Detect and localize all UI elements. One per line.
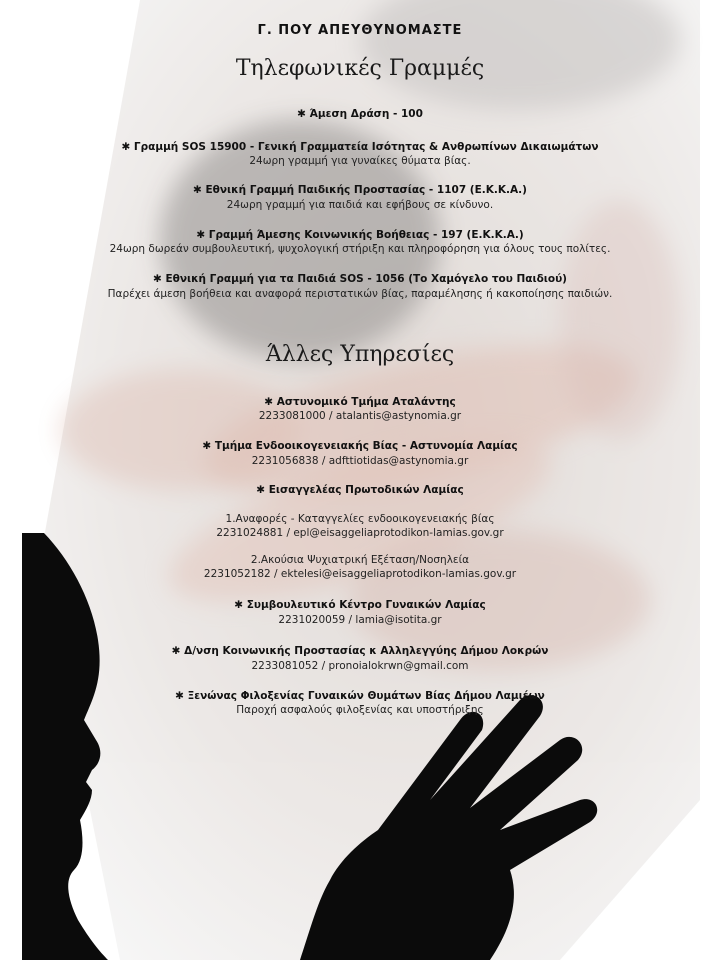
phone-line-title: ✱ Άμεση Δράση - 100: [297, 108, 423, 120]
phone-line-description: Παρέχει άμεση βοήθεια και αναφορά περιστατικών βίας, παραμέλησης ή κακοποίησης παιδιών.: [107, 288, 613, 300]
service-title: ✱ Εισαγγελέας Πρωτοδικών Λαμίας: [256, 484, 464, 496]
phone-line-title: ✱ Εθνική Γραμμή Παιδικής Προστασίας - 1107 (Ε.Κ.Κ.Α.): [193, 184, 527, 196]
service-description: Παροχή ασφαλούς φιλοξενίας και υποστήριξης: [236, 704, 484, 716]
service-title: ✱ Ξενώνας Φιλοξενίας Γυναικών Θυμάτων Βίας Δήμου Λαμιέων: [175, 690, 545, 702]
service-subitem-label: 1.Αναφορές - Καταγγελίες ενδοοικογενειακής βίας: [225, 513, 495, 525]
phone-line-title: ✱ Γραμμή Άμεσης Κοινωνικής Βοήθειας - 197 (Ε.Κ.Κ.Α.): [196, 229, 524, 241]
phone-line-description: 24ωρη γραμμή για παιδιά και εφήβους σε κίνδυνο.: [226, 199, 494, 211]
phone-line-description: 24ωρη δωρεάν συμβουλευτική, ψυχολογική στήριξη και πληροφόρηση για όλους τους πολίτες.: [109, 243, 611, 255]
service-contact: 2231052182 / ektelesi@eisaggeliaprotodikon-lamias.gov.gr: [203, 568, 517, 580]
service-title: ✱ Δ/νση Κοινωνικής Προστασίας κ Αλληλεγγύης Δήμου Λοκρών: [171, 645, 549, 657]
service-contact: 2233081000 / atalantis@astynomia.gr: [258, 410, 462, 422]
phone-line-title: ✱ Εθνική Γραμμή για τα Παιδιά SOS - 1056 (Το Χαμόγελο του Παιδιού): [153, 273, 567, 285]
service-contact: 2231056838 / adfttiotidas@astynomia.gr: [251, 455, 469, 467]
other-services-title: Άλλες Υπηρεσίες: [265, 342, 455, 367]
page-header: Γ. ΠΟΥ ΑΠΕΥΘΥΝΟΜΑΣΤΕ: [257, 23, 463, 38]
phone-line-description: 24ωρη γραμμή για γυναίκες θύματα βίας.: [249, 155, 471, 167]
service-title: ✱ Τμήμα Ενδοοικογενειακής Βίας - Αστυνομία Λαμίας: [202, 440, 518, 452]
service-contact: 2233081052 / pronoialokrwn@gmail.com: [251, 660, 469, 672]
service-contact: 2231024881 / epl@eisaggeliaprotodikon-lamias.gov.gr: [216, 527, 504, 539]
service-title: ✱ Αστυνομικό Τμήμα Αταλάντης: [264, 396, 456, 408]
phone-lines-title: Τηλεφωνικές Γραμμές: [235, 56, 485, 81]
service-title: ✱ Συμβουλευτικό Κέντρο Γυναικών Λαμίας: [234, 599, 486, 611]
service-subitem-label: 2.Ακούσια Ψυχιατρική Εξέταση/Νοσηλεία: [250, 554, 470, 566]
service-contact: 2231020059 / lamia@isotita.gr: [278, 614, 442, 626]
phone-line-title: ✱ Γραμμή SOS 15900 - Γενική Γραμματεία Ισότητας & Ανθρωπίνων Δικαιωμάτων: [121, 141, 599, 153]
